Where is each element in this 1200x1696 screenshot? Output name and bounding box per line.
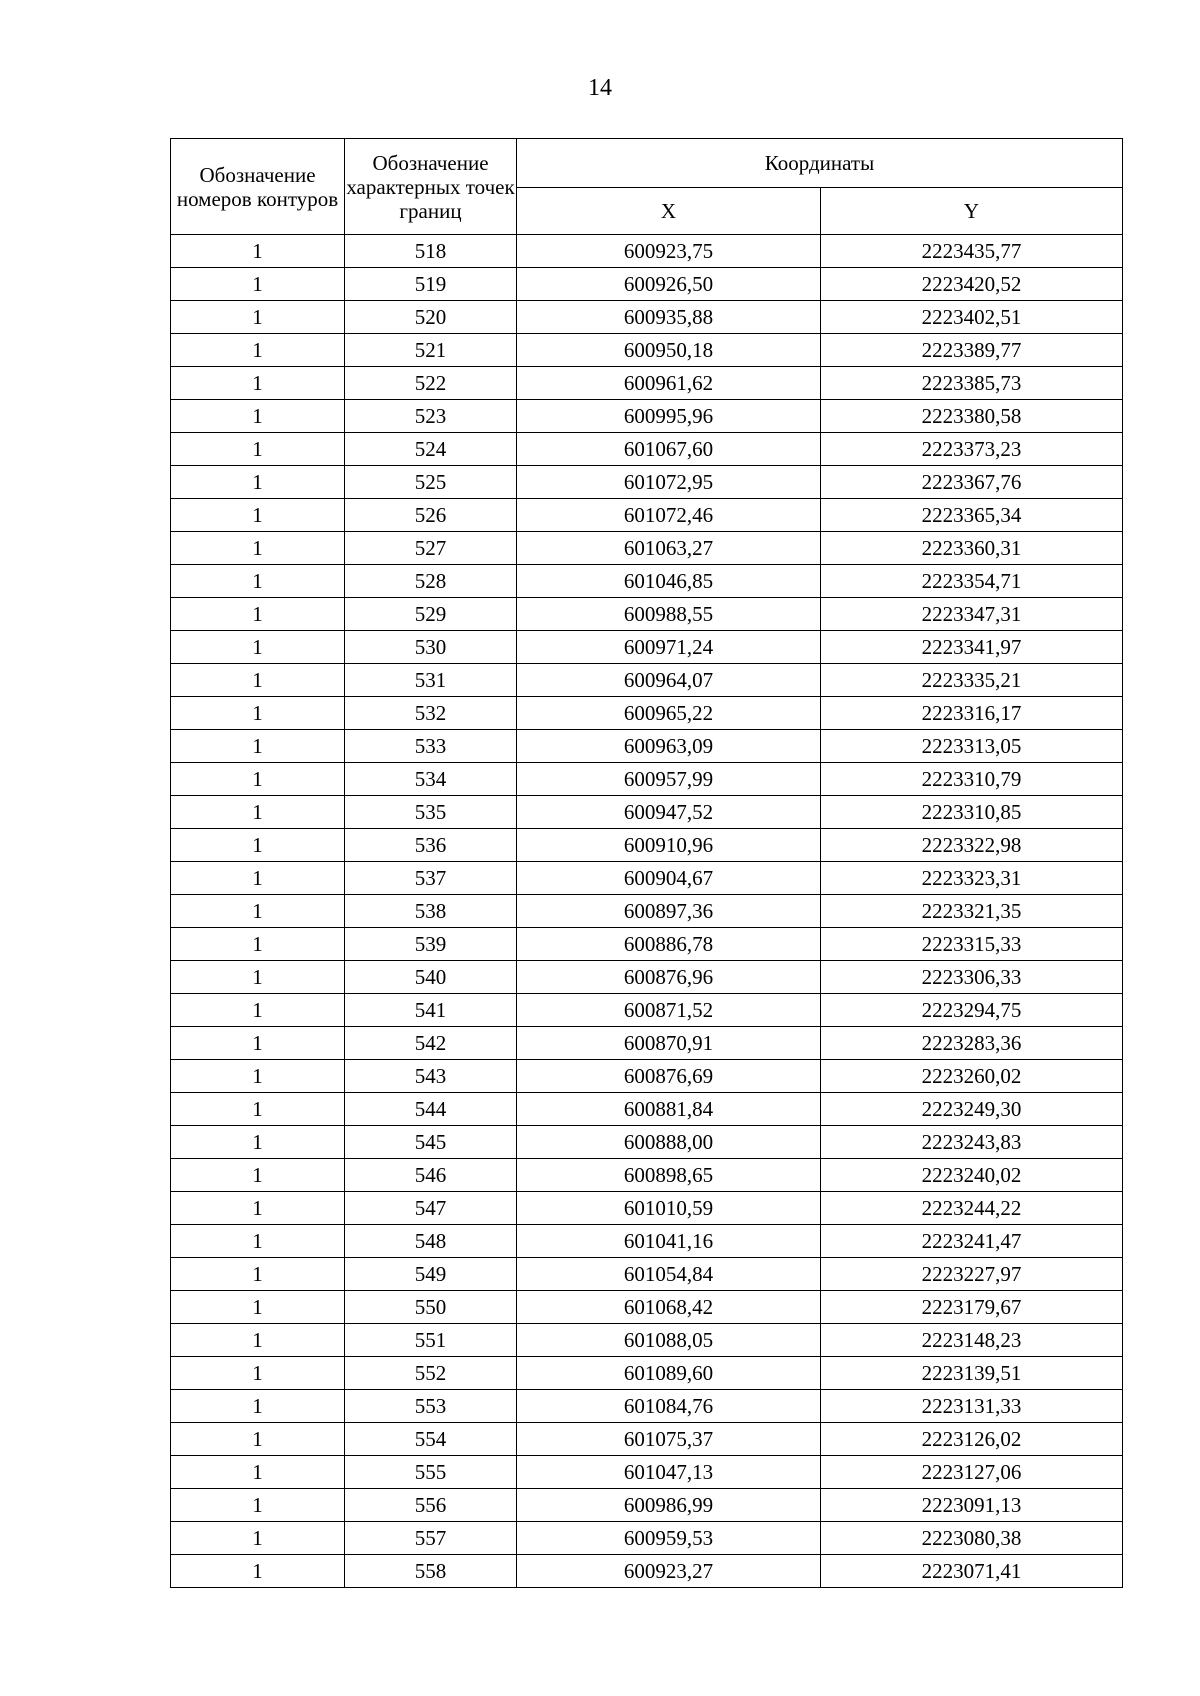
header-coordinates: Координаты bbox=[517, 139, 1123, 188]
table-row bbox=[171, 631, 1123, 664]
cell-x-coordinate: 601067,60 bbox=[517, 433, 821, 466]
cell-y-coordinate: 2223420,52 bbox=[821, 268, 1123, 301]
cell-x-coordinate: 601072,95 bbox=[517, 466, 821, 499]
cell-contour-number: 1 bbox=[171, 1489, 345, 1522]
cell-contour-number: 1 bbox=[171, 829, 345, 862]
cell-point-number: 541 bbox=[345, 994, 517, 1027]
cell-contour-number: 1 bbox=[171, 1126, 345, 1159]
table-row bbox=[171, 268, 1123, 301]
cell-contour-number: 1 bbox=[171, 763, 345, 796]
cell-point-number: 548 bbox=[345, 1225, 517, 1258]
cell-contour-number: 1 bbox=[171, 1225, 345, 1258]
cell-y-coordinate: 2223322,98 bbox=[821, 829, 1123, 862]
cell-point-number: 553 bbox=[345, 1390, 517, 1423]
cell-contour-number: 1 bbox=[171, 532, 345, 565]
cell-y-coordinate: 2223316,17 bbox=[821, 697, 1123, 730]
cell-y-coordinate: 2223365,34 bbox=[821, 499, 1123, 532]
cell-y-coordinate: 2223367,76 bbox=[821, 466, 1123, 499]
cell-point-number: 544 bbox=[345, 1093, 517, 1126]
cell-point-number: 545 bbox=[345, 1126, 517, 1159]
table-row bbox=[171, 1027, 1123, 1060]
cell-x-coordinate: 600950,18 bbox=[517, 334, 821, 367]
table-row bbox=[171, 1159, 1123, 1192]
cell-point-number: 547 bbox=[345, 1192, 517, 1225]
cell-y-coordinate: 2223283,36 bbox=[821, 1027, 1123, 1060]
cell-contour-number: 1 bbox=[171, 499, 345, 532]
cell-contour-number: 1 bbox=[171, 631, 345, 664]
cell-y-coordinate: 2223244,22 bbox=[821, 1192, 1123, 1225]
cell-y-coordinate: 2223389,77 bbox=[821, 334, 1123, 367]
cell-x-coordinate: 600888,00 bbox=[517, 1126, 821, 1159]
table-row bbox=[171, 433, 1123, 466]
cell-y-coordinate: 2223148,23 bbox=[821, 1324, 1123, 1357]
cell-contour-number: 1 bbox=[171, 1159, 345, 1192]
cell-point-number: 550 bbox=[345, 1291, 517, 1324]
cell-contour-number: 1 bbox=[171, 1555, 345, 1588]
cell-point-number: 519 bbox=[345, 268, 517, 301]
cell-contour-number: 1 bbox=[171, 301, 345, 334]
cell-point-number: 527 bbox=[345, 532, 517, 565]
header-contour-numbers: Обозначение номеров контуров bbox=[171, 139, 345, 235]
table-header bbox=[171, 139, 1123, 235]
cell-point-number: 518 bbox=[345, 235, 517, 268]
cell-contour-number: 1 bbox=[171, 1060, 345, 1093]
cell-point-number: 556 bbox=[345, 1489, 517, 1522]
cell-x-coordinate: 600957,99 bbox=[517, 763, 821, 796]
cell-point-number: 539 bbox=[345, 928, 517, 961]
cell-y-coordinate: 2223335,21 bbox=[821, 664, 1123, 697]
table-row bbox=[171, 829, 1123, 862]
cell-point-number: 557 bbox=[345, 1522, 517, 1555]
cell-point-number: 552 bbox=[345, 1357, 517, 1390]
cell-x-coordinate: 600935,88 bbox=[517, 301, 821, 334]
cell-x-coordinate: 601084,76 bbox=[517, 1390, 821, 1423]
cell-point-number: 540 bbox=[345, 961, 517, 994]
cell-point-number: 542 bbox=[345, 1027, 517, 1060]
cell-contour-number: 1 bbox=[171, 1423, 345, 1456]
table-body bbox=[171, 235, 1123, 1588]
table-row bbox=[171, 928, 1123, 961]
cell-contour-number: 1 bbox=[171, 1522, 345, 1555]
cell-x-coordinate: 601072,46 bbox=[517, 499, 821, 532]
cell-point-number: 551 bbox=[345, 1324, 517, 1357]
table-row bbox=[171, 1291, 1123, 1324]
cell-point-number: 546 bbox=[345, 1159, 517, 1192]
table-row bbox=[171, 1060, 1123, 1093]
cell-contour-number: 1 bbox=[171, 334, 345, 367]
cell-y-coordinate: 2223080,38 bbox=[821, 1522, 1123, 1555]
cell-contour-number: 1 bbox=[171, 961, 345, 994]
table-row bbox=[171, 499, 1123, 532]
cell-point-number: 555 bbox=[345, 1456, 517, 1489]
cell-x-coordinate: 600910,96 bbox=[517, 829, 821, 862]
cell-contour-number: 1 bbox=[171, 598, 345, 631]
header-y: Y bbox=[821, 188, 1123, 235]
cell-contour-number: 1 bbox=[171, 796, 345, 829]
table-row bbox=[171, 1456, 1123, 1489]
cell-y-coordinate: 2223360,31 bbox=[821, 532, 1123, 565]
cell-x-coordinate: 600995,96 bbox=[517, 400, 821, 433]
table-row bbox=[171, 1522, 1123, 1555]
cell-point-number: 532 bbox=[345, 697, 517, 730]
cell-y-coordinate: 2223241,47 bbox=[821, 1225, 1123, 1258]
cell-point-number: 523 bbox=[345, 400, 517, 433]
cell-y-coordinate: 2223243,83 bbox=[821, 1126, 1123, 1159]
cell-x-coordinate: 601047,13 bbox=[517, 1456, 821, 1489]
cell-x-coordinate: 600986,99 bbox=[517, 1489, 821, 1522]
cell-x-coordinate: 601063,27 bbox=[517, 532, 821, 565]
cell-y-coordinate: 2223131,33 bbox=[821, 1390, 1123, 1423]
cell-x-coordinate: 600926,50 bbox=[517, 268, 821, 301]
cell-x-coordinate: 600876,96 bbox=[517, 961, 821, 994]
cell-y-coordinate: 2223321,35 bbox=[821, 895, 1123, 928]
table-row bbox=[171, 1423, 1123, 1456]
table-row bbox=[171, 862, 1123, 895]
cell-y-coordinate: 2223373,23 bbox=[821, 433, 1123, 466]
cell-contour-number: 1 bbox=[171, 367, 345, 400]
table-row bbox=[171, 1390, 1123, 1423]
cell-point-number: 558 bbox=[345, 1555, 517, 1588]
cell-x-coordinate: 601068,42 bbox=[517, 1291, 821, 1324]
coordinates-table bbox=[170, 138, 1123, 1588]
cell-y-coordinate: 2223354,71 bbox=[821, 565, 1123, 598]
cell-point-number: 554 bbox=[345, 1423, 517, 1456]
table-row bbox=[171, 466, 1123, 499]
table-row bbox=[171, 334, 1123, 367]
table-row bbox=[171, 1093, 1123, 1126]
cell-y-coordinate: 2223310,79 bbox=[821, 763, 1123, 796]
cell-x-coordinate: 600988,55 bbox=[517, 598, 821, 631]
cell-x-coordinate: 600923,27 bbox=[517, 1555, 821, 1588]
cell-x-coordinate: 600886,78 bbox=[517, 928, 821, 961]
table-row bbox=[171, 796, 1123, 829]
page-number: 14 bbox=[588, 75, 612, 101]
cell-contour-number: 1 bbox=[171, 1192, 345, 1225]
cell-x-coordinate: 600963,09 bbox=[517, 730, 821, 763]
cell-y-coordinate: 2223341,97 bbox=[821, 631, 1123, 664]
cell-y-coordinate: 2223402,51 bbox=[821, 301, 1123, 334]
cell-point-number: 526 bbox=[345, 499, 517, 532]
cell-contour-number: 1 bbox=[171, 1258, 345, 1291]
cell-y-coordinate: 2223260,02 bbox=[821, 1060, 1123, 1093]
cell-y-coordinate: 2223240,02 bbox=[821, 1159, 1123, 1192]
table-row bbox=[171, 664, 1123, 697]
cell-x-coordinate: 601075,37 bbox=[517, 1423, 821, 1456]
cell-x-coordinate: 600964,07 bbox=[517, 664, 821, 697]
cell-x-coordinate: 600961,62 bbox=[517, 367, 821, 400]
cell-x-coordinate: 600923,75 bbox=[517, 235, 821, 268]
cell-y-coordinate: 2223294,75 bbox=[821, 994, 1123, 1027]
cell-x-coordinate: 601046,85 bbox=[517, 565, 821, 598]
cell-x-coordinate: 601041,16 bbox=[517, 1225, 821, 1258]
cell-y-coordinate: 2223313,05 bbox=[821, 730, 1123, 763]
cell-y-coordinate: 2223435,77 bbox=[821, 235, 1123, 268]
cell-x-coordinate: 600870,91 bbox=[517, 1027, 821, 1060]
cell-y-coordinate: 2223126,02 bbox=[821, 1423, 1123, 1456]
cell-contour-number: 1 bbox=[171, 697, 345, 730]
table-row bbox=[171, 1555, 1123, 1588]
cell-y-coordinate: 2223323,31 bbox=[821, 862, 1123, 895]
cell-point-number: 543 bbox=[345, 1060, 517, 1093]
table-row bbox=[171, 763, 1123, 796]
cell-point-number: 536 bbox=[345, 829, 517, 862]
cell-y-coordinate: 2223179,67 bbox=[821, 1291, 1123, 1324]
cell-contour-number: 1 bbox=[171, 895, 345, 928]
cell-contour-number: 1 bbox=[171, 1027, 345, 1060]
cell-point-number: 537 bbox=[345, 862, 517, 895]
cell-contour-number: 1 bbox=[171, 1291, 345, 1324]
cell-point-number: 534 bbox=[345, 763, 517, 796]
cell-y-coordinate: 2223227,97 bbox=[821, 1258, 1123, 1291]
cell-x-coordinate: 601054,84 bbox=[517, 1258, 821, 1291]
cell-x-coordinate: 600959,53 bbox=[517, 1522, 821, 1555]
cell-point-number: 538 bbox=[345, 895, 517, 928]
table-row bbox=[171, 565, 1123, 598]
cell-point-number: 533 bbox=[345, 730, 517, 763]
cell-y-coordinate: 2223127,06 bbox=[821, 1456, 1123, 1489]
cell-y-coordinate: 2223315,33 bbox=[821, 928, 1123, 961]
cell-x-coordinate: 600971,24 bbox=[517, 631, 821, 664]
table-row bbox=[171, 697, 1123, 730]
cell-point-number: 529 bbox=[345, 598, 517, 631]
cell-contour-number: 1 bbox=[171, 565, 345, 598]
table-row bbox=[171, 994, 1123, 1027]
table-row bbox=[171, 1357, 1123, 1390]
table-row bbox=[171, 1225, 1123, 1258]
table-row bbox=[171, 532, 1123, 565]
cell-point-number: 549 bbox=[345, 1258, 517, 1291]
cell-y-coordinate: 2223380,58 bbox=[821, 400, 1123, 433]
cell-contour-number: 1 bbox=[171, 400, 345, 433]
cell-contour-number: 1 bbox=[171, 1456, 345, 1489]
cell-x-coordinate: 601088,05 bbox=[517, 1324, 821, 1357]
cell-contour-number: 1 bbox=[171, 862, 345, 895]
cell-x-coordinate: 600965,22 bbox=[517, 697, 821, 730]
cell-y-coordinate: 2223071,41 bbox=[821, 1555, 1123, 1588]
cell-contour-number: 1 bbox=[171, 928, 345, 961]
table-row bbox=[171, 895, 1123, 928]
table-row bbox=[171, 367, 1123, 400]
cell-x-coordinate: 600871,52 bbox=[517, 994, 821, 1027]
cell-contour-number: 1 bbox=[171, 433, 345, 466]
cell-x-coordinate: 600904,67 bbox=[517, 862, 821, 895]
cell-y-coordinate: 2223091,13 bbox=[821, 1489, 1123, 1522]
cell-point-number: 522 bbox=[345, 367, 517, 400]
cell-x-coordinate: 600898,65 bbox=[517, 1159, 821, 1192]
table-row bbox=[171, 1192, 1123, 1225]
table-row bbox=[171, 235, 1123, 268]
header-boundary-points: Обозначение характерных точек границ bbox=[345, 139, 517, 235]
cell-point-number: 528 bbox=[345, 565, 517, 598]
header-x: X bbox=[517, 188, 821, 235]
cell-contour-number: 1 bbox=[171, 730, 345, 763]
cell-y-coordinate: 2223139,51 bbox=[821, 1357, 1123, 1390]
cell-x-coordinate: 600897,36 bbox=[517, 895, 821, 928]
cell-y-coordinate: 2223249,30 bbox=[821, 1093, 1123, 1126]
cell-contour-number: 1 bbox=[171, 1324, 345, 1357]
cell-contour-number: 1 bbox=[171, 1093, 345, 1126]
cell-contour-number: 1 bbox=[171, 994, 345, 1027]
cell-point-number: 535 bbox=[345, 796, 517, 829]
table-row bbox=[171, 301, 1123, 334]
cell-x-coordinate: 600876,69 bbox=[517, 1060, 821, 1093]
cell-y-coordinate: 2223306,33 bbox=[821, 961, 1123, 994]
cell-x-coordinate: 600947,52 bbox=[517, 796, 821, 829]
table-row bbox=[171, 1324, 1123, 1357]
cell-point-number: 524 bbox=[345, 433, 517, 466]
cell-contour-number: 1 bbox=[171, 268, 345, 301]
cell-x-coordinate: 601089,60 bbox=[517, 1357, 821, 1390]
table-row bbox=[171, 400, 1123, 433]
cell-point-number: 525 bbox=[345, 466, 517, 499]
cell-contour-number: 1 bbox=[171, 1390, 345, 1423]
cell-contour-number: 1 bbox=[171, 664, 345, 697]
table-row bbox=[171, 961, 1123, 994]
cell-contour-number: 1 bbox=[171, 1357, 345, 1390]
table-row bbox=[171, 730, 1123, 763]
table-row bbox=[171, 1489, 1123, 1522]
cell-contour-number: 1 bbox=[171, 466, 345, 499]
cell-x-coordinate: 600881,84 bbox=[517, 1093, 821, 1126]
table-row bbox=[171, 1126, 1123, 1159]
cell-y-coordinate: 2223310,85 bbox=[821, 796, 1123, 829]
table-row bbox=[171, 598, 1123, 631]
cell-point-number: 521 bbox=[345, 334, 517, 367]
cell-point-number: 531 bbox=[345, 664, 517, 697]
cell-contour-number: 1 bbox=[171, 235, 345, 268]
cell-point-number: 520 bbox=[345, 301, 517, 334]
cell-y-coordinate: 2223385,73 bbox=[821, 367, 1123, 400]
table-row bbox=[171, 1258, 1123, 1291]
cell-point-number: 530 bbox=[345, 631, 517, 664]
cell-y-coordinate: 2223347,31 bbox=[821, 598, 1123, 631]
cell-x-coordinate: 601010,59 bbox=[517, 1192, 821, 1225]
